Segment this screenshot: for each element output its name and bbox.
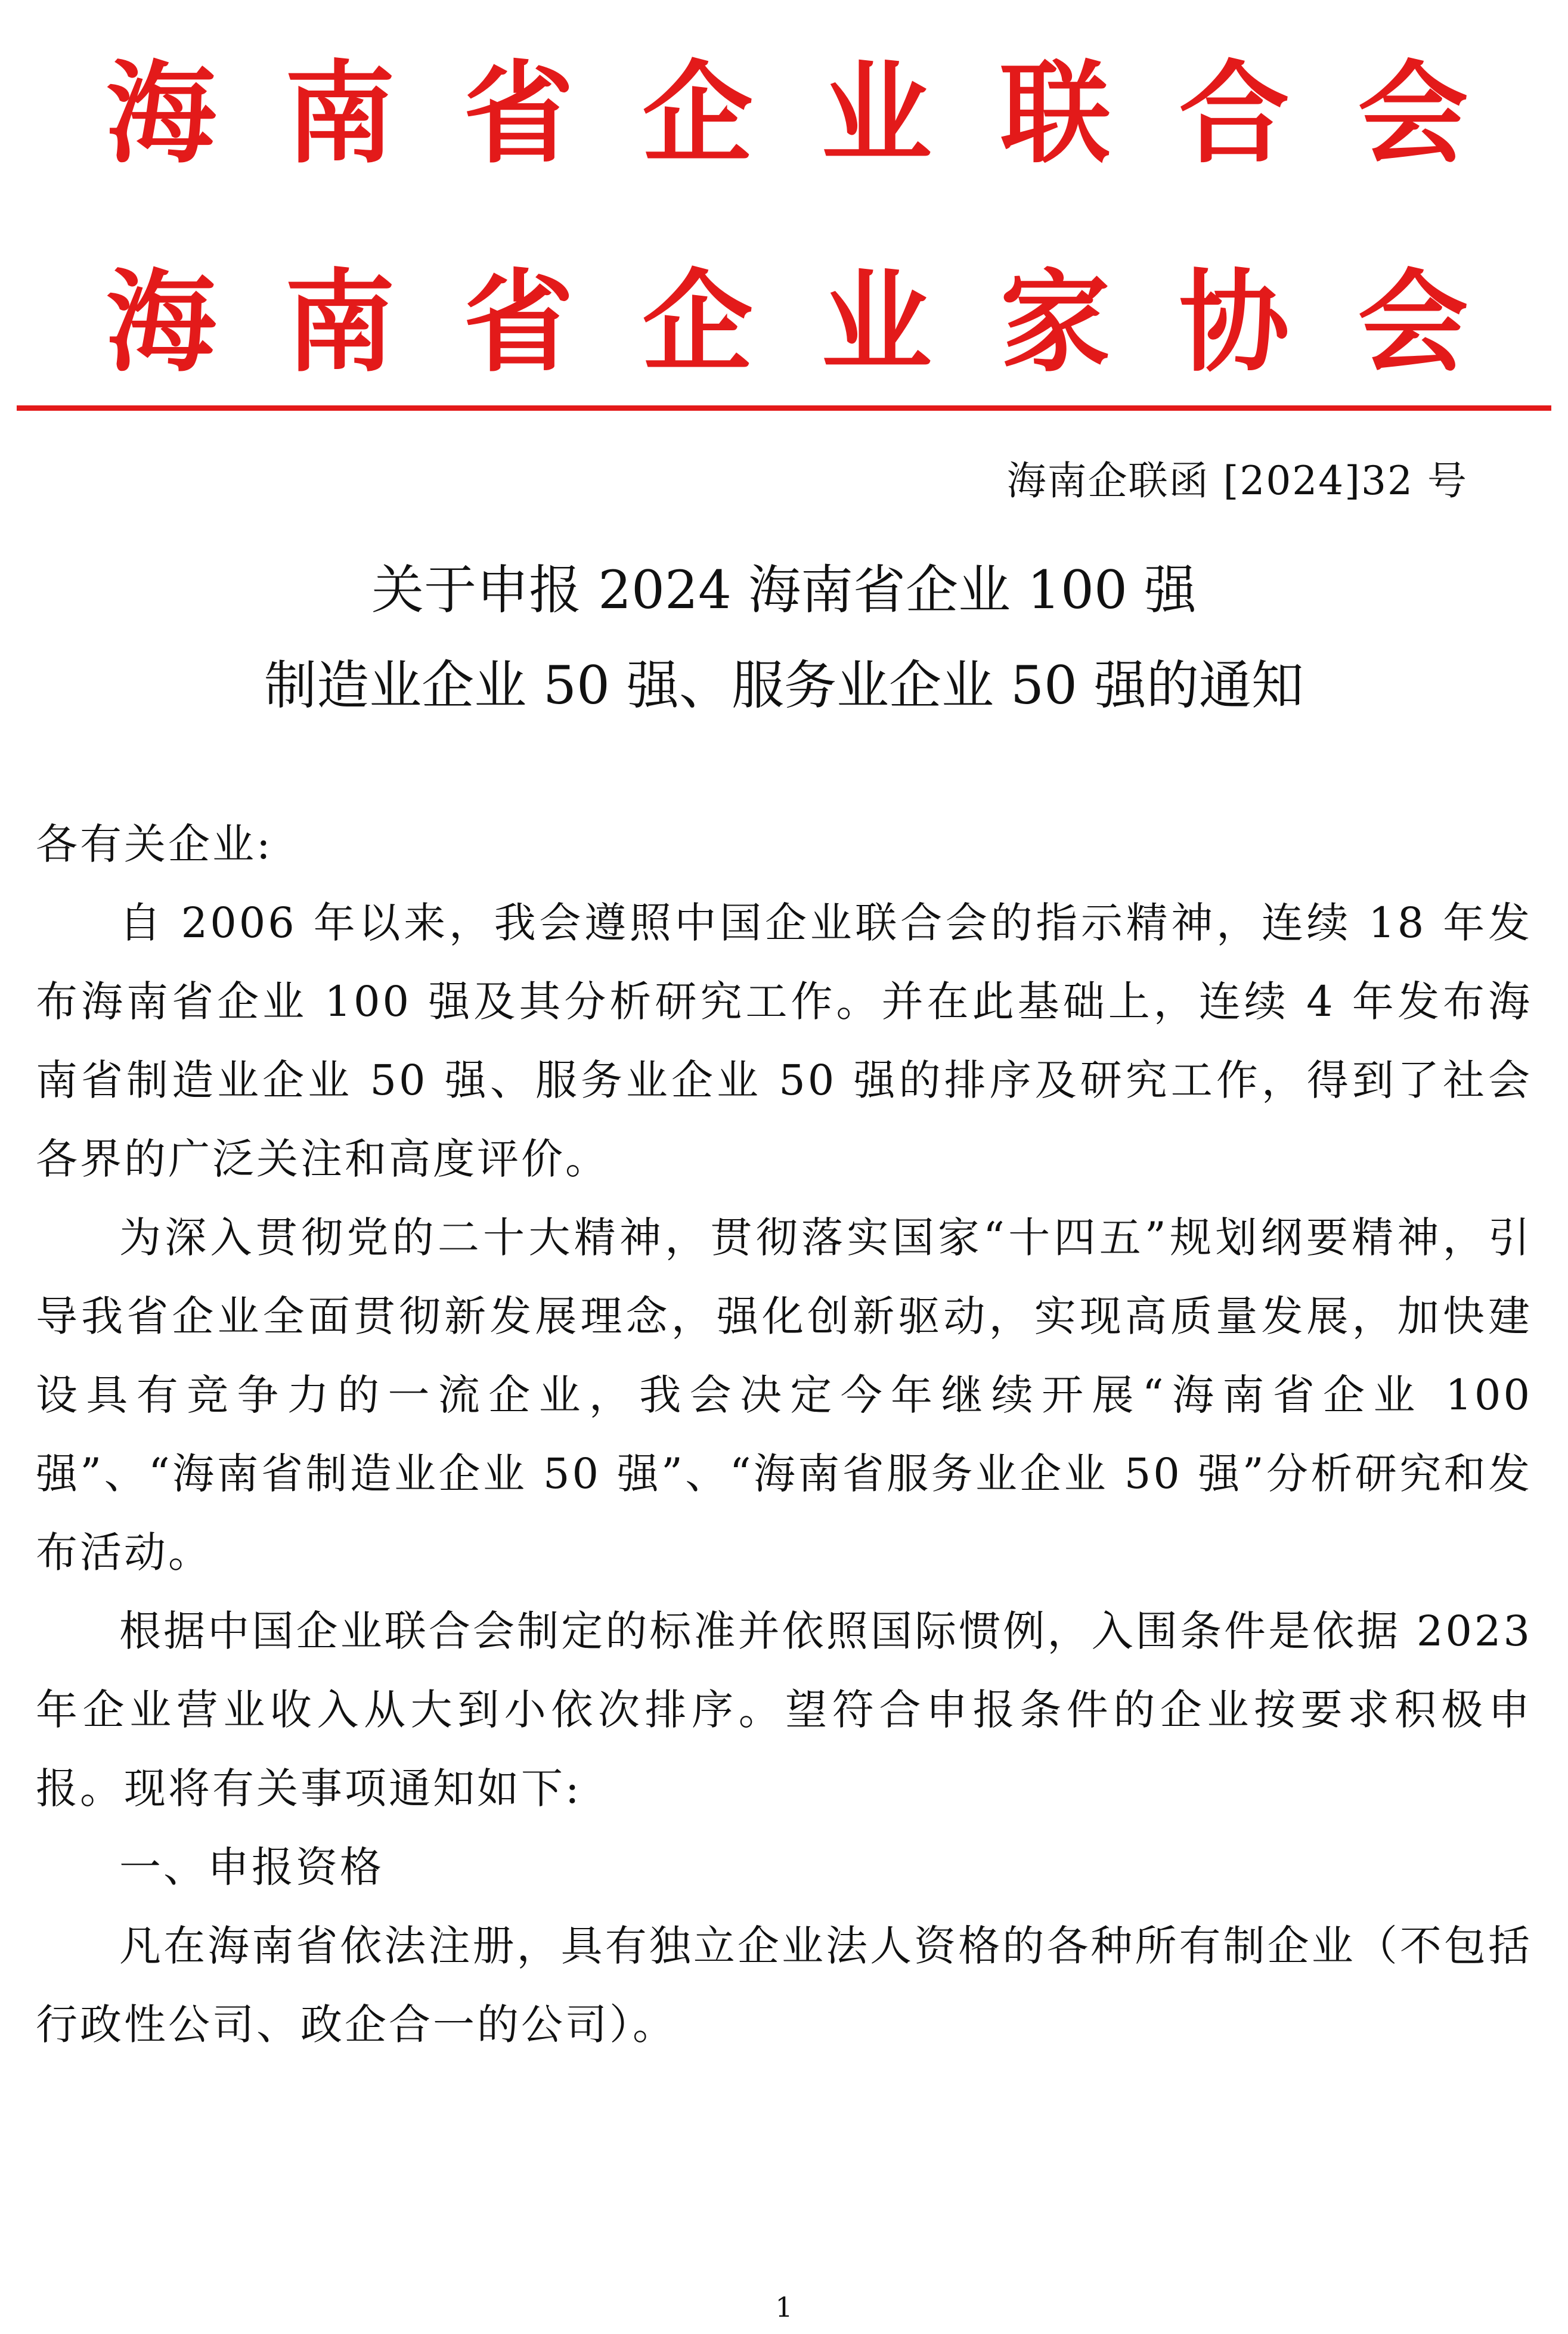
document-number: 海南企联函 [2024]32 号 <box>1006 458 1468 504</box>
letterhead-char: 海 <box>106 48 216 178</box>
letterhead-char: 业 <box>821 48 932 178</box>
paragraph: 凡在海南省依法注册，具有独立企业法人资格的各种所有制企业（不包括行政性公司、政企合一的公司）。 <box>36 1921 1532 2049</box>
document-body <box>36 805 1532 2064</box>
letterhead-char: 家 <box>1000 257 1111 387</box>
paragraph: 为深入贯彻党的二十大精神，贯彻落实国家“十四五”规划纲要精神，引导我省企业全面贯彻新发展理念，强化创新驱动，实现高质量发展，加快建设具有竞争力的一流企业，我会决定今年继续开展“海南省企业 100 强”、“海南省制造业企业 50 强”、“海南省服务业企业 50 强”分析研究和发布活动。 <box>36 1213 1532 1577</box>
letterhead-char: 会 <box>1358 257 1468 387</box>
letterhead-char: 南 <box>284 48 395 178</box>
letterhead-char: 合 <box>1179 48 1290 178</box>
letterhead-char: 协 <box>1179 257 1290 387</box>
document-title-line-1: 关于申报 2024 海南省企业 100 强 <box>371 559 1197 621</box>
salutation: 各有关企业: <box>36 820 273 869</box>
section-heading: 一、申报资格 <box>119 1843 384 1892</box>
letterhead-char: 企 <box>642 48 753 178</box>
page-number: 1 <box>775 2291 793 2323</box>
paragraph: 根据中国企业联合会制定的标准并依照国际惯例，入围条件是依据 2023 年企业营业收入从大到小依次排序。望符合申报条件的企业按要求积极申报。现将有关事项通知如下: <box>36 1607 1532 1813</box>
letterhead-char: 省 <box>463 48 574 178</box>
letterhead-divider <box>17 405 1551 411</box>
document-title-line-2: 制造业企业 50 强、服务业企业 50 强的通知 <box>264 655 1304 716</box>
letterhead-line-1 <box>104 48 1470 178</box>
letterhead-char: 海 <box>106 257 216 387</box>
paragraph: 自 2006 年以来，我会遵照中国企业联合会的指示精神，连续 18 年发布海南省企业 100 强及其分析研究工作。并在此基础上，连续 4 年发布海南省制造业企业 50 强、服务业企业 50 强的排序及研究工作，得到了社会各界的广泛关注和高度评价。 <box>36 898 1532 1183</box>
letterhead-char: 企 <box>642 257 753 387</box>
letterhead-char: 省 <box>463 257 574 387</box>
letterhead-line-2 <box>104 257 1470 387</box>
letterhead-char: 南 <box>284 257 395 387</box>
letterhead-char: 会 <box>1358 48 1468 178</box>
letterhead-char: 业 <box>821 257 932 387</box>
letterhead-char: 联 <box>1000 48 1111 178</box>
